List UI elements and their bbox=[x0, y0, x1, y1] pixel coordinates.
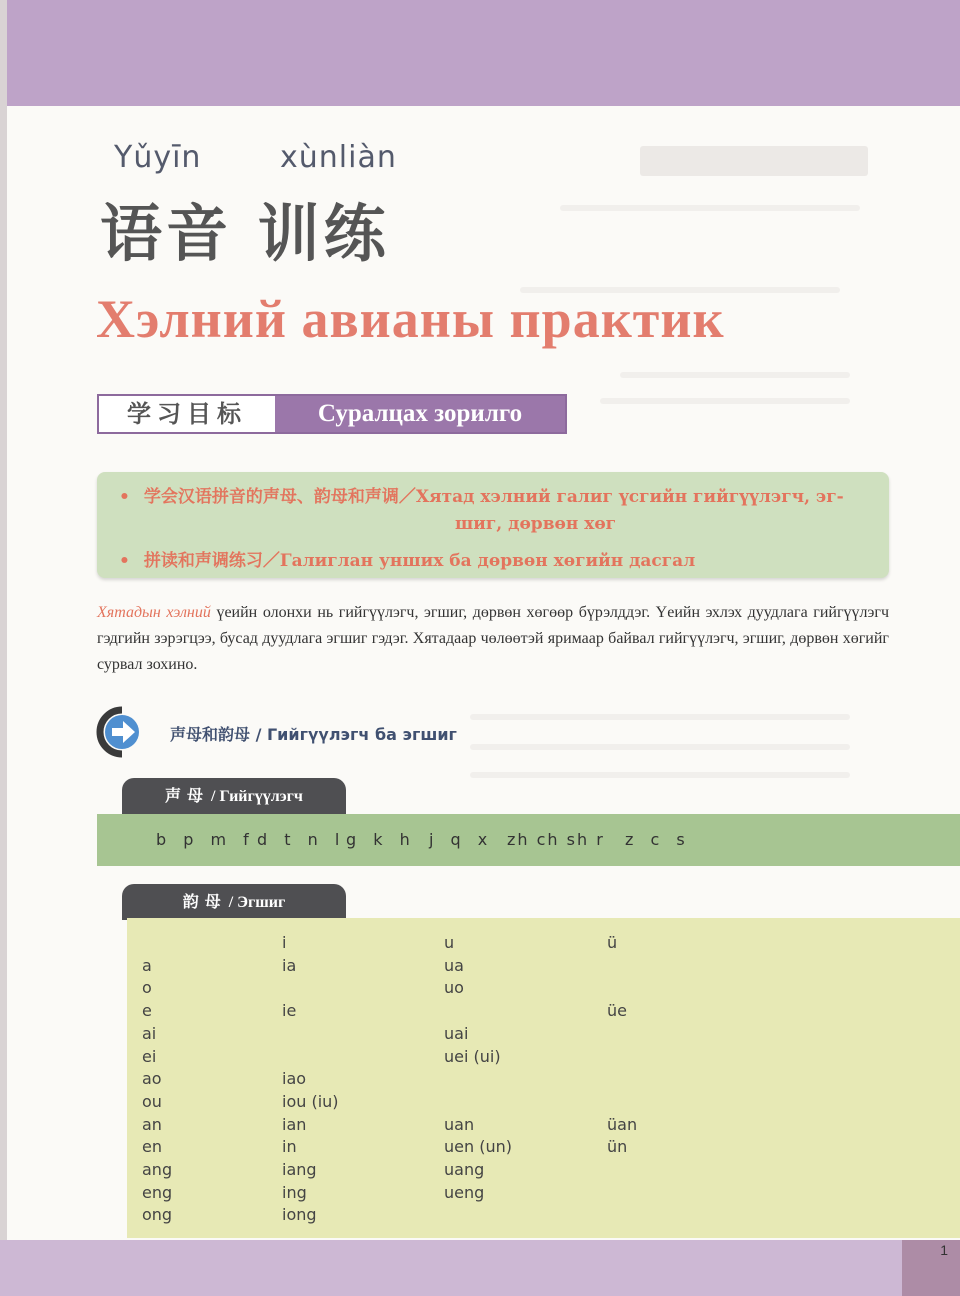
intro-body: үеийн олонхи нь гийгүүлэгч, эгшиг, дөрвөн хөгөөр бүрэлддэг. Үеийн эхлэх дуудлага гийгүүлэгч гэдгийн зэрэгцээ, бусад дуудлага эгшиг гэдэг. Хятадаар чөлөөтэй яримаар байвал гийгүүлэгч, эгшиг, дөрвөн хөгийг сурвал зохино. bbox=[97, 604, 889, 673]
final-cell: iao bbox=[282, 1069, 307, 1089]
initials-tab bbox=[122, 778, 346, 814]
final-cell: ian bbox=[282, 1114, 307, 1134]
show-through-block bbox=[640, 146, 868, 176]
objective-item bbox=[119, 482, 844, 507]
final-cell: eng bbox=[142, 1182, 173, 1202]
objectives-box bbox=[97, 472, 889, 578]
show-through-line bbox=[470, 772, 850, 778]
initials-group: d t n l bbox=[257, 830, 346, 849]
final-cell: uo bbox=[444, 978, 464, 998]
show-through-line bbox=[620, 372, 850, 378]
final-cell: uai bbox=[444, 1023, 469, 1043]
arrow-right-circle-icon bbox=[96, 706, 144, 758]
final-cell: ie bbox=[282, 1001, 297, 1021]
page-number-box bbox=[902, 1240, 960, 1296]
final-cell: uei (ui) bbox=[444, 1046, 501, 1066]
final-cell: ao bbox=[142, 1069, 162, 1089]
initials-tab-mn: / Гийгүүлэгч bbox=[211, 788, 303, 805]
final-cell: uen (un) bbox=[444, 1137, 512, 1157]
page-number: 1 bbox=[940, 1242, 948, 1258]
final-cell: ua bbox=[444, 955, 464, 975]
final-cell: i bbox=[282, 933, 287, 952]
final-cell: iong bbox=[282, 1205, 317, 1225]
chinese-title: 语音 训练 bbox=[100, 197, 390, 270]
show-through-line bbox=[600, 398, 850, 404]
initials-group: g k h bbox=[346, 830, 416, 849]
final-cell: ü bbox=[607, 933, 618, 952]
final-cell: ong bbox=[142, 1205, 173, 1225]
bullet: • bbox=[119, 487, 130, 507]
objective-text: 学会汉语拼音的声母、韵母和声调／Хятад хэлний галиг үсгийн гийгүүлэгч, эг- bbox=[143, 487, 844, 507]
initials-group: j q x bbox=[429, 830, 494, 849]
final-cell: ang bbox=[142, 1160, 173, 1179]
final-cell: ing bbox=[282, 1182, 307, 1202]
mongolian-title: Хэлний авианы практик bbox=[96, 289, 725, 349]
final-cell: in bbox=[282, 1137, 297, 1157]
final-cell: iou (iu) bbox=[282, 1091, 339, 1111]
final-cell: a bbox=[142, 955, 152, 975]
intro-paragraph bbox=[97, 600, 889, 678]
initials-group: z c s bbox=[625, 830, 691, 849]
goals-label-zh: 学习目标 bbox=[127, 400, 247, 428]
final-cell: üe bbox=[607, 1001, 627, 1021]
final-cell: ai bbox=[142, 1023, 157, 1043]
initials-tab-zh: 声母 bbox=[165, 786, 210, 805]
final-cell: an bbox=[142, 1114, 162, 1134]
finals-tab bbox=[122, 884, 346, 920]
final-cell: ün bbox=[607, 1137, 628, 1157]
final-cell: ei bbox=[142, 1046, 157, 1066]
objective-text: 拼读和声调练习／Галиглан унших ба дөрвөн хөгийн дасгал bbox=[143, 551, 696, 571]
finals-tab-zh: 韵母 bbox=[182, 892, 227, 911]
initials-group: b p m f bbox=[156, 830, 255, 849]
finals-tab-mn: / Эгшиг bbox=[228, 894, 286, 911]
final-cell: ou bbox=[142, 1091, 162, 1111]
bullet: • bbox=[119, 551, 130, 571]
final-cell: u bbox=[444, 933, 455, 952]
final-cell: ia bbox=[282, 955, 297, 975]
show-through-line bbox=[560, 205, 860, 211]
final-cell: uan bbox=[444, 1114, 475, 1134]
objective-item bbox=[119, 546, 695, 571]
final-cell: ueng bbox=[444, 1182, 485, 1202]
objective-continuation: шиг, дөрвөн хөг bbox=[455, 514, 617, 534]
final-cell: o bbox=[142, 978, 152, 998]
section-title: 声母和韵母 / Гийгүүлэгч ба эгшиг bbox=[170, 725, 457, 744]
top-color-band bbox=[0, 0, 960, 106]
show-through-line bbox=[470, 714, 850, 720]
page-edge bbox=[0, 0, 7, 1296]
intro-lead: Хятадын хэлний bbox=[97, 604, 211, 621]
learning-goals-label bbox=[97, 394, 567, 434]
final-cell: üan bbox=[607, 1114, 638, 1134]
final-cell: iang bbox=[282, 1160, 317, 1179]
show-through-line bbox=[470, 744, 850, 750]
bottom-color-band bbox=[0, 1240, 960, 1296]
final-cell: en bbox=[142, 1137, 162, 1157]
pinyin-xunlian: xùnliàn bbox=[280, 140, 397, 175]
finals-box bbox=[127, 918, 960, 1238]
initials-group: zh ch sh r bbox=[507, 830, 605, 849]
pinyin-yuyin: Yǔyīn bbox=[114, 140, 202, 175]
final-cell: e bbox=[142, 1001, 152, 1021]
final-cell: uang bbox=[444, 1160, 485, 1179]
goals-label-mn: Суралцах зорилго bbox=[275, 396, 565, 432]
